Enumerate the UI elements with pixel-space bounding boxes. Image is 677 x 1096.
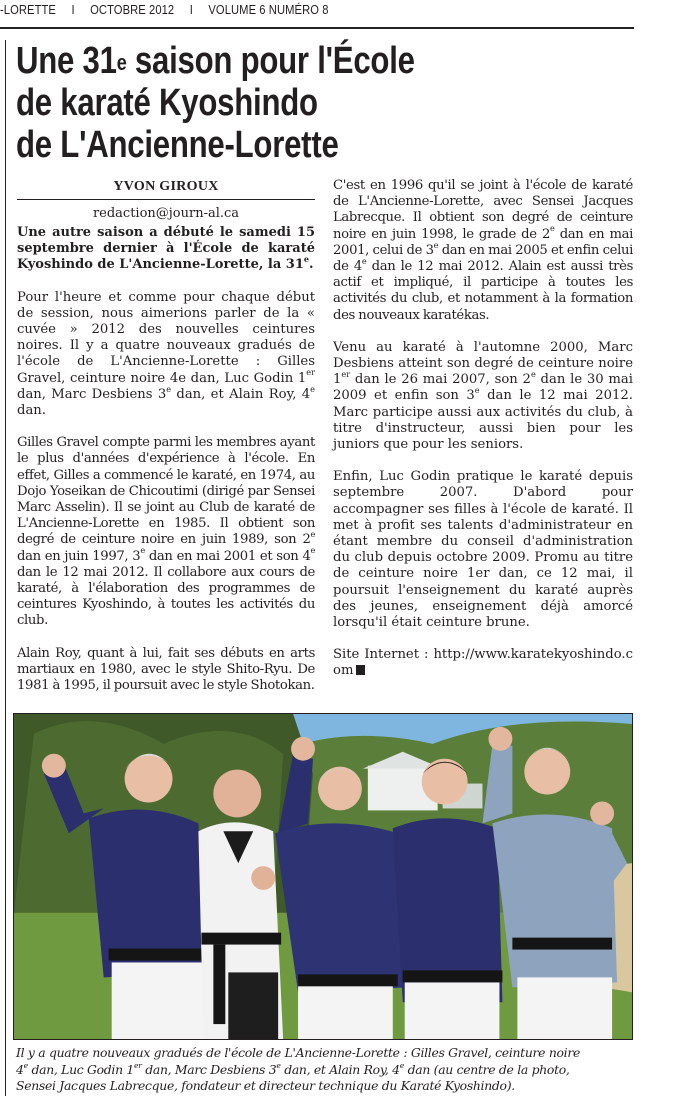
paragraph-website (333, 647, 633, 679)
paragraph-luc-godin: Enfin, Luc Godin pratique le karaté depuis septembre 2007. D'abord pour accompagner ses filles à l'école de karaté. Il met à profit ses talents d'administrateur en étant membre du conseil d'administration du club depuis octobre 2009. Promu au titre de ceinture noire 1er dan, ce 12 mai, il poursuit l'enseignement du karaté auprès des jeunes, enseignement déjà amorcé lorsqu'il était ceinture brune. (333, 469, 633, 631)
header-rule (0, 27, 634, 29)
issue-volume: VOLUME 6 NUMÉRO 8 (208, 2, 329, 17)
caption-line-2: 4e dan, Luc Godin 1er dan, Marc Desbiens 3e dan, et Alain Roy, 4e dan (au centre de la photo, (16, 1060, 570, 1077)
title-superscript: e (116, 50, 127, 75)
article-column-right (333, 178, 633, 696)
title-line-1: Une 31e saison pour l'École (16, 40, 415, 82)
karate-group-photo (14, 714, 632, 1039)
page-header (0, 2, 329, 22)
column-rule (5, 40, 6, 1096)
section-name: -LORETTE (0, 2, 56, 17)
paragraph-marc-desbiens: Venu au karaté à l'automne 2000, Marc Desbiens atteint son degré de ceinture noire 1er dan le 26 mai 2007, son 2e dan le 30 mai 2009 et enfin son 3e dan le 12 mai 2012. Marc participe aussi aux activités du club, à titre d'instructeur, aussi bien pour les juniors que pour les seniors. (333, 339, 633, 453)
article-column-left (17, 178, 315, 710)
author-email[interactable]: redaction@journ-al.ca (92, 206, 240, 221)
paragraph-intro: Pour l'heure et comme pour chaque début de session, nous aimerions parler de la « cuvée » 2012 des nouvelles ceintures noires. Il y a quatre nouveaux gradués de l'école de L'Ancienne-Lorette : Gilles Gravel, ceinture noire 4e dan, Luc Godin 1er dan, Marc Desbiens 3e dan, et Alain Roy, 4e dan. (17, 289, 316, 419)
paragraph-alain-roy-cont: C'est en 1996 qu'il se joint à l'école de karaté de L'Ancienne-Lorette, avec Sensei Jacques Labrecque. Il obtient son degré de ceinture noire en juin 1998, le grade de 2e dan en mai 2001, celui de 3e dan en mai 2005 et enfin celui de 4e dan le 12 mai 2012. Alain est aussi très actif et impliqué, il participe à toutes les activités du club, et notamment à la formation des nouveaux karatékas. (333, 178, 633, 323)
header-separator: I (71, 2, 75, 17)
caption-line-3: Sensei Jacques Labrecque, fondateur et directeur technique du Karaté Kyoshindo). (16, 1078, 515, 1093)
title-line-3: de L'Ancienne-Lorette (16, 124, 339, 166)
caption-line-1: Il y a quatre nouveaux gradués de l'école de L'Ancienne-Lorette : Gilles Gravel, ceinture noire (16, 1045, 580, 1060)
photo-caption (16, 1045, 634, 1095)
title-line-2: de karaté Kyoshindo (16, 82, 318, 124)
end-of-article-mark (356, 665, 365, 675)
author-byline: YVON GIROUX (17, 178, 315, 200)
website-link[interactable]: http://www.karatekyoshindo.com (333, 647, 633, 679)
article-title (16, 40, 415, 166)
paragraph-gilles-gravel: Gilles Gravel compte parmi les membres ayant le plus d'années d'expérience à l'école. En effet, Gilles a commencé le karaté, en 1974, au Dojo Yoseikan de Chicoutimi (dirigé par Sensei Marc Asselin). Il se joint au Club de karaté de L'Ancienne-Lorette en 1985. Il obtient son degré de ceinture noire en juin 1989, son 2e dan en juin 1997, 3e dan en mai 2001 et son 4e dan le 12 mai 2012. Il collabore aux cours de karaté, à l'élaboration des programmes de ceintures Kyoshindo, à toutes les activités du club. (17, 435, 315, 629)
header-separator: I (189, 2, 193, 17)
article-lead: Une autre saison a débuté le samedi 15 septembre dernier à l'École de karaté Kyoshindo de L'Ancienne-Lorette, la 31e. (17, 225, 315, 273)
website-label: Site Internet : (333, 647, 434, 663)
paragraph-alain-roy: Alain Roy, quant à lui, fait ses débuts en arts martiaux en 1980, avec le style Shito-Ryu. De 1981 à 1995, il poursuit avec le style Shotokan. (17, 645, 315, 694)
issue-date: OCTOBRE 2012 (90, 2, 175, 17)
article-photo (13, 713, 633, 1040)
